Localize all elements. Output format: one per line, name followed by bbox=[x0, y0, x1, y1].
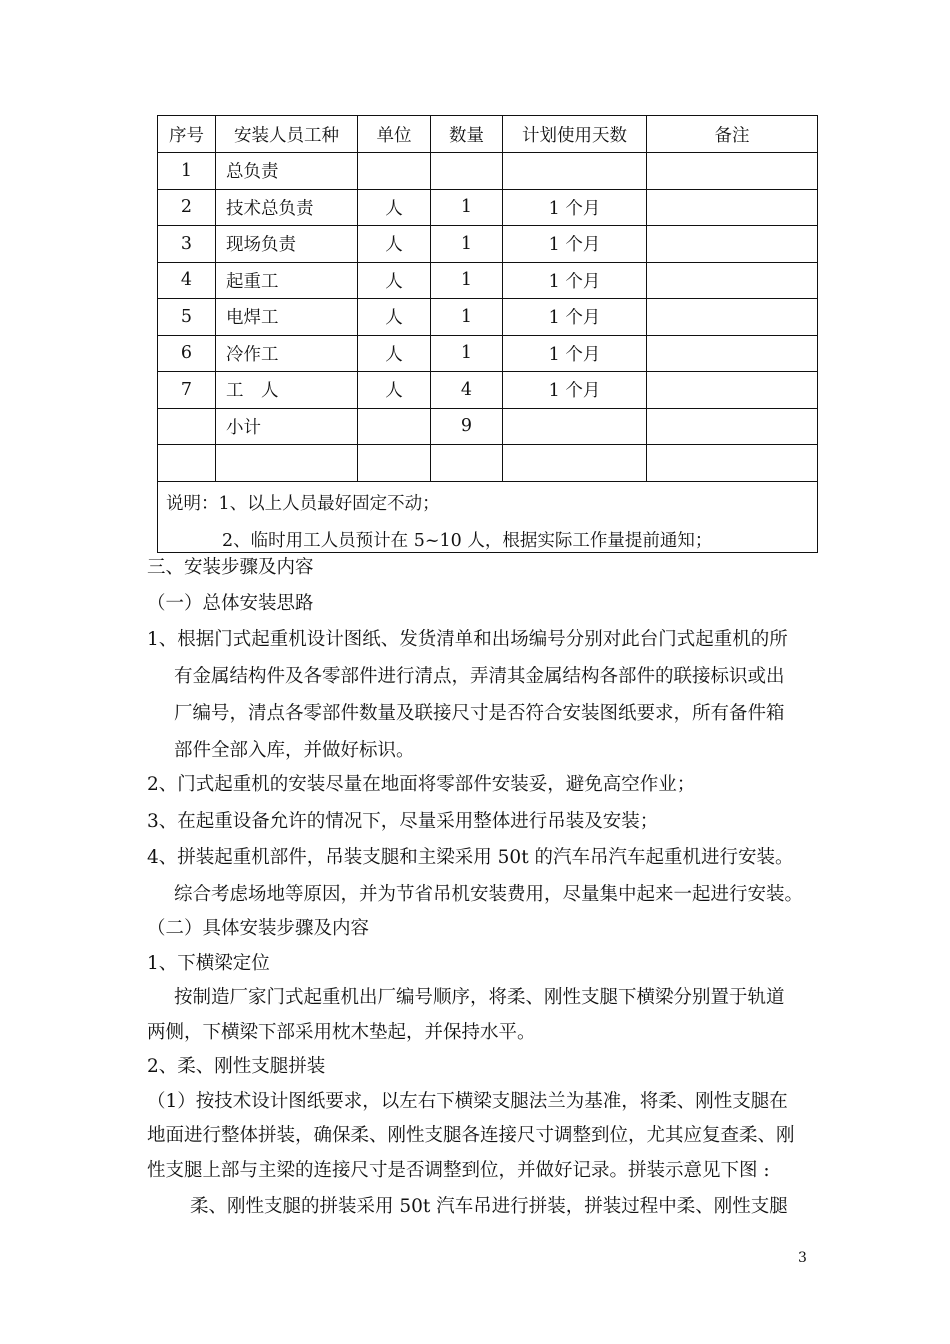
cell: 1 bbox=[431, 335, 503, 372]
cell: 人 bbox=[358, 372, 431, 409]
cell: 9 bbox=[431, 408, 503, 445]
paragraph-line: 按制造厂家门式起重机出厂编号顺序，将柔、刚性支腿下横梁分别置于轨道 bbox=[174, 987, 785, 1008]
cell: 1 bbox=[431, 226, 503, 263]
cell: 4 bbox=[158, 262, 216, 299]
cell: 工 人 bbox=[216, 372, 358, 409]
cell: 1 bbox=[431, 189, 503, 226]
cell: 1 个月 bbox=[503, 262, 647, 299]
cell: 1 bbox=[431, 262, 503, 299]
table-row bbox=[158, 189, 818, 226]
cell bbox=[647, 299, 818, 336]
cell bbox=[503, 408, 647, 445]
cell: 1 个月 bbox=[503, 299, 647, 336]
cell bbox=[647, 335, 818, 372]
cell bbox=[158, 445, 216, 482]
cell bbox=[431, 153, 503, 190]
cell: 人 bbox=[358, 226, 431, 263]
step-heading: 1、下横梁定位 bbox=[147, 953, 270, 974]
cell bbox=[216, 445, 358, 482]
paragraph-line: 有金属结构件及各零部件进行清点，弄清其金属结构各部件的联接标识或出 bbox=[174, 666, 785, 687]
paragraph-line: （1）按技术设计图纸要求，以左右下横梁支腿法兰为基准，将柔、刚性支腿在 bbox=[147, 1091, 788, 1112]
cell bbox=[358, 153, 431, 190]
cell: 4 bbox=[431, 372, 503, 409]
cell: 人 bbox=[358, 189, 431, 226]
cell: 3 bbox=[158, 226, 216, 263]
cell: 1 bbox=[158, 153, 216, 190]
cell bbox=[358, 408, 431, 445]
cell bbox=[647, 372, 818, 409]
paragraph-line: 1、根据门式起重机设计图纸、发货清单和出场编号分别对此台门式起重机的所 bbox=[147, 629, 788, 650]
table-row bbox=[158, 153, 818, 190]
cell: 1 个月 bbox=[503, 372, 647, 409]
table-row bbox=[158, 408, 818, 445]
paragraph-line: 2、门式起重机的安装尽量在地面将零部件安装妥，避免高空作业； bbox=[147, 774, 696, 795]
paragraph-line: 4、拼装起重机部件，吊装支腿和主梁采用 50t 的汽车吊汽车起重机进行安装。 bbox=[147, 847, 794, 868]
cell: 起重工 bbox=[216, 262, 358, 299]
section-heading: 三、安装步骤及内容 bbox=[147, 557, 314, 578]
cell: 1 个月 bbox=[503, 226, 647, 263]
cell bbox=[158, 408, 216, 445]
col-header: 计划使用天数 bbox=[503, 116, 647, 153]
note-line: 2、临时用工人员预计在 5~10 人，根据实际工作量提前通知； bbox=[222, 530, 713, 551]
col-header: 数量 bbox=[431, 116, 503, 153]
table-row bbox=[158, 226, 818, 263]
cell: 电焊工 bbox=[216, 299, 358, 336]
note-line: 说明：1、以上人员最好固定不动； bbox=[166, 493, 440, 514]
staffing-table bbox=[157, 115, 818, 553]
cell bbox=[647, 262, 818, 299]
cell: 人 bbox=[358, 299, 431, 336]
step-heading: 2、柔、刚性支腿拼装 bbox=[147, 1056, 326, 1077]
cell: 1 个月 bbox=[503, 189, 647, 226]
table-header-row bbox=[158, 116, 818, 153]
cell: 6 bbox=[158, 335, 216, 372]
table-note bbox=[158, 481, 818, 552]
col-header: 序号 bbox=[158, 116, 216, 153]
paragraph-line: 综合考虑场地等原因，并为节省吊机安装费用，尽量集中起来一起进行安装。 bbox=[174, 884, 804, 905]
cell: 小计 bbox=[216, 408, 358, 445]
table-row bbox=[158, 262, 818, 299]
cell bbox=[647, 153, 818, 190]
table-row bbox=[158, 445, 818, 482]
subsection-heading: （二）具体安装步骤及内容 bbox=[147, 918, 370, 939]
paragraph-line: 部件全部入库，并做好标识。 bbox=[174, 740, 415, 761]
cell: 7 bbox=[158, 372, 216, 409]
cell bbox=[503, 445, 647, 482]
cell: 1 bbox=[431, 299, 503, 336]
table-row bbox=[158, 335, 818, 372]
paragraph-line: 性支腿上部与主梁的连接尺寸是否调整到位，并做好记录。拼装示意见下图 : bbox=[147, 1160, 770, 1181]
cell: 人 bbox=[358, 335, 431, 372]
cell: 技术总负责 bbox=[216, 189, 358, 226]
paragraph-line: 两侧，下横梁下部采用枕木垫起，并保持水平。 bbox=[147, 1022, 536, 1043]
cell bbox=[358, 445, 431, 482]
paragraph-line: 3、在起重设备允许的情况下，尽量采用整体进行吊装及安装； bbox=[147, 811, 659, 832]
table-note-row bbox=[158, 481, 818, 552]
cell: 人 bbox=[358, 262, 431, 299]
cell: 冷作工 bbox=[216, 335, 358, 372]
cell: 1 个月 bbox=[503, 335, 647, 372]
page-number: 3 bbox=[798, 1250, 807, 1266]
cell: 5 bbox=[158, 299, 216, 336]
table-row bbox=[158, 372, 818, 409]
col-header: 单位 bbox=[358, 116, 431, 153]
cell: 总负责 bbox=[216, 153, 358, 190]
table-row bbox=[158, 299, 818, 336]
cell bbox=[503, 153, 647, 190]
paragraph-line: 地面进行整体拼装，确保柔、刚性支腿各连接尺寸调整到位，尤其应复查柔、刚 bbox=[147, 1125, 795, 1146]
cell bbox=[647, 408, 818, 445]
subsection-heading: （一）总体安装思路 bbox=[147, 593, 314, 614]
cell bbox=[647, 189, 818, 226]
col-header: 备注 bbox=[647, 116, 818, 153]
paragraph-line: 厂编号，清点各零部件数量及联接尺寸是否符合安装图纸要求，所有备件箱 bbox=[174, 703, 785, 724]
cell bbox=[647, 226, 818, 263]
cell: 2 bbox=[158, 189, 216, 226]
cell bbox=[431, 445, 503, 482]
col-header: 安装人员工种 bbox=[216, 116, 358, 153]
cell: 现场负责 bbox=[216, 226, 358, 263]
cell bbox=[647, 445, 818, 482]
paragraph-line: 柔、刚性支腿的拼装采用 50t 汽车吊进行拼装，拼装过程中柔、刚性支腿 bbox=[190, 1196, 788, 1217]
